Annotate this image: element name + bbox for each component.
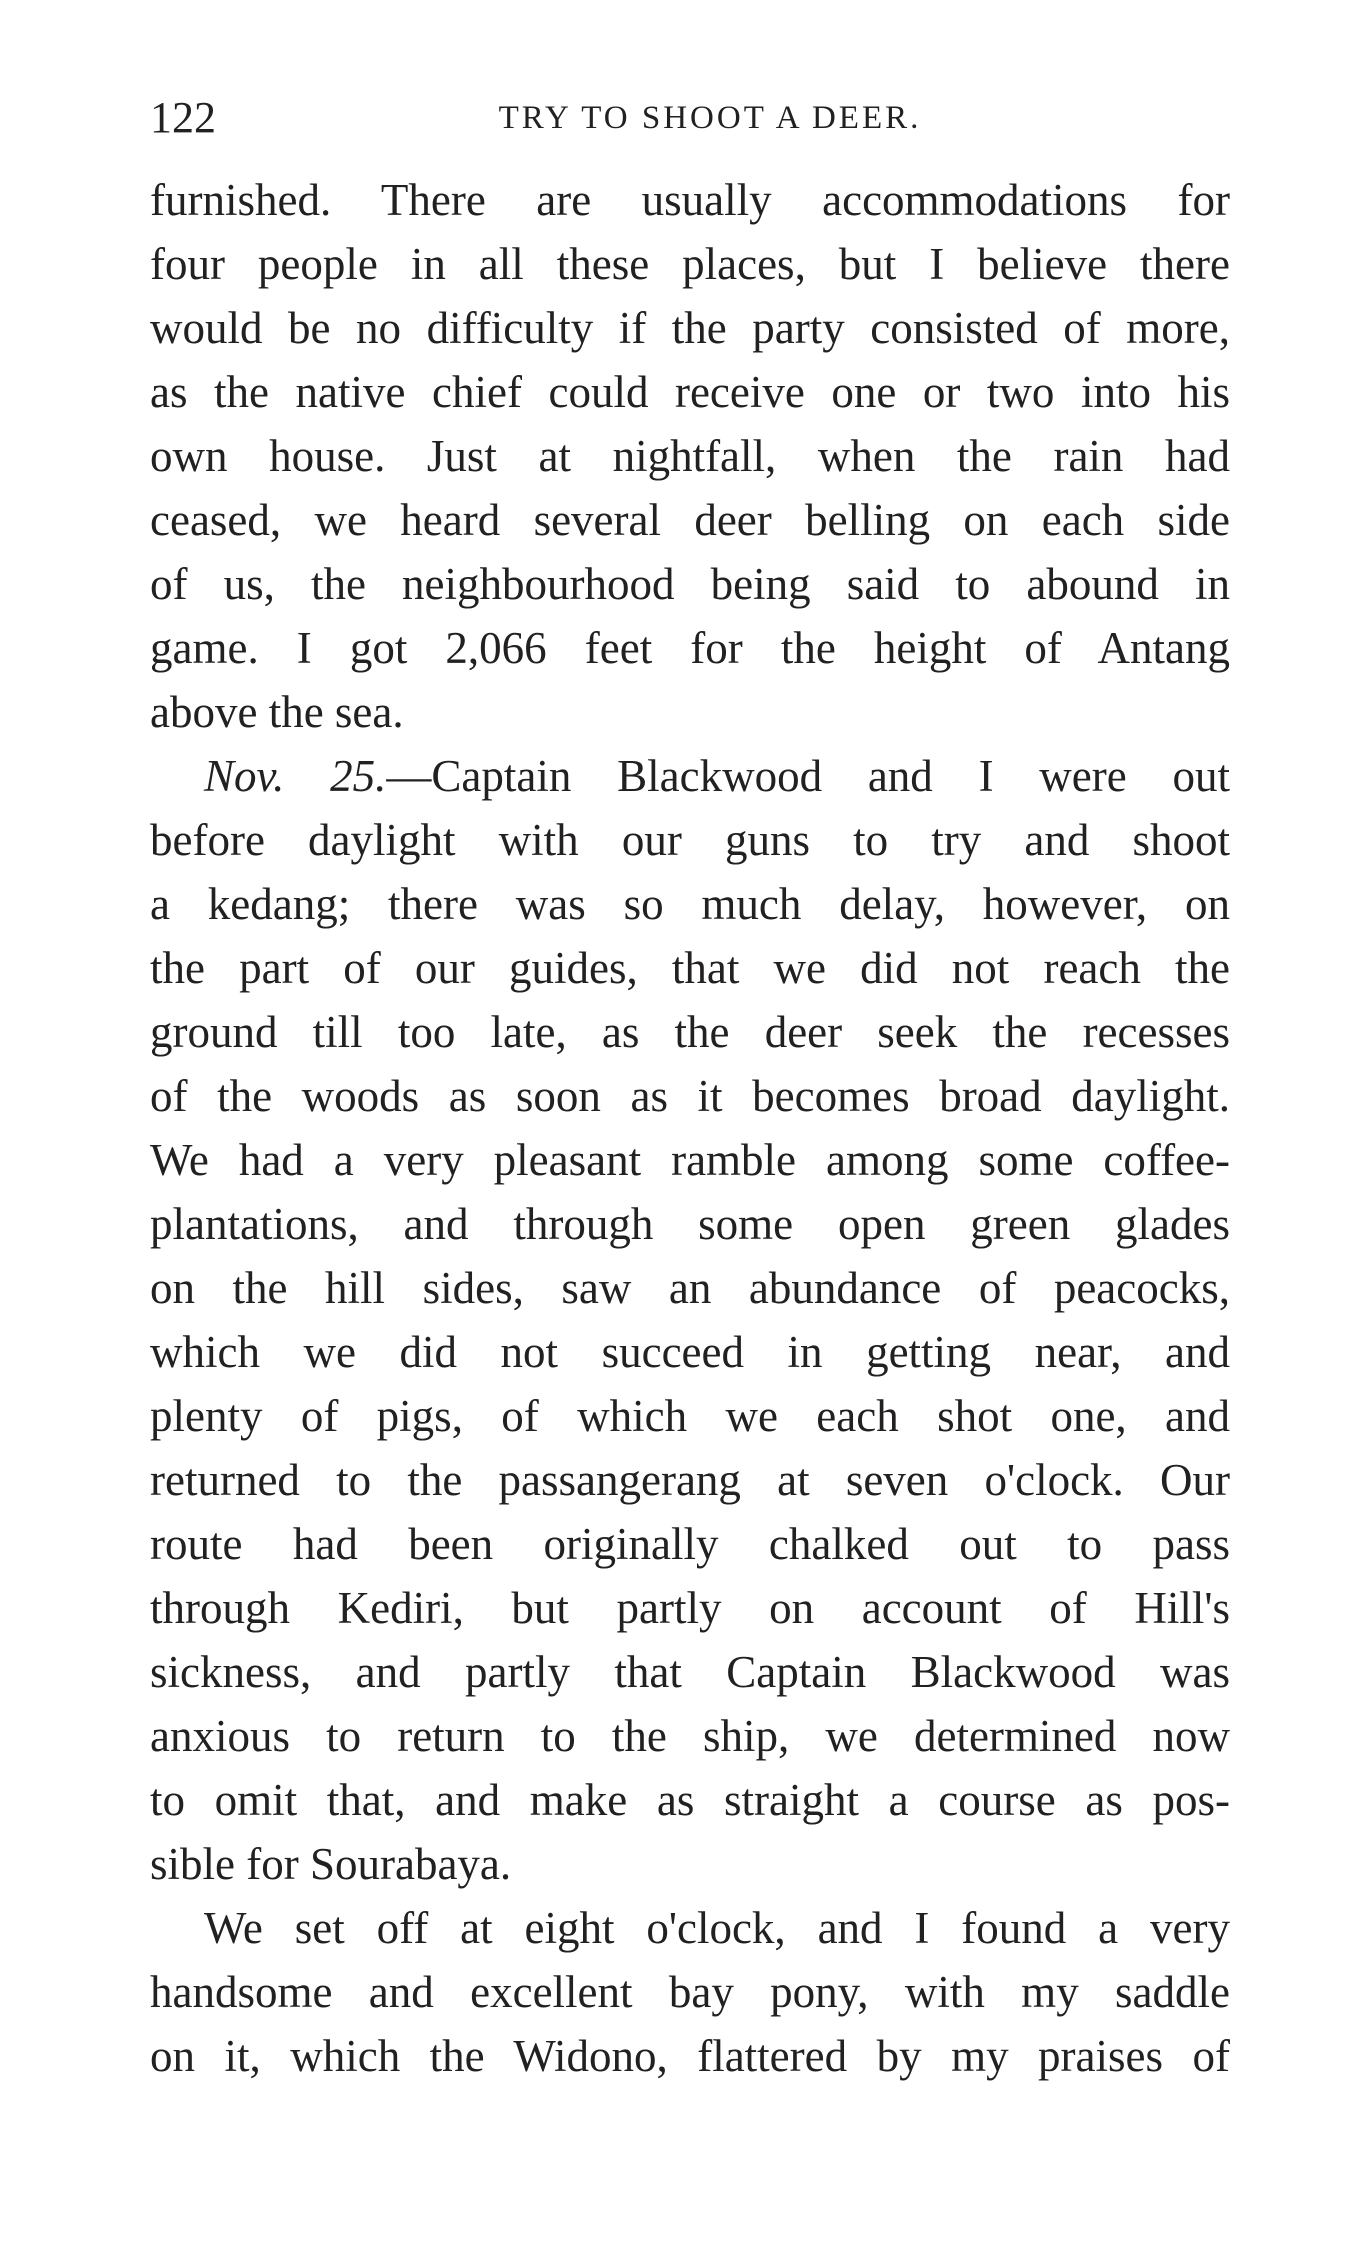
text-line: would be no difficulty if the party consisted of more, [150, 303, 1230, 353]
text-line: furnished. There are usually accommodations for [150, 175, 1230, 225]
page-header [150, 88, 1230, 148]
text-line: returned to the passangerang at seven o'clock. Our [150, 1455, 1230, 1505]
text-line: of us, the neighbourhood being said to abound in [150, 559, 1230, 609]
text-line: route had been originally chalked out to pass [150, 1519, 1230, 1569]
text-line: a kedang; there was so much delay, however, on [150, 879, 1230, 929]
paragraph-start-line: We set off at eight o'clock, and I found a very [204, 1903, 1230, 1953]
text-line: sickness, and partly that Captain Blackwood was [150, 1647, 1230, 1697]
text-line: We had a very pleasant ramble among some coffee- [150, 1135, 1230, 1185]
text-line: handsome and excellent bay pony, with my saddle [150, 1967, 1230, 2017]
text-line-rest: —Captain Blackwood and I were out [386, 751, 1230, 801]
text-line: to omit that, and make as straight a course as pos- [150, 1775, 1230, 1825]
text-line: the part of our guides, that we did not reach the [150, 943, 1230, 993]
text-line: before daylight with our guns to try and shoot [150, 815, 1230, 865]
text-line: of the woods as soon as it becomes broad daylight. [150, 1071, 1230, 1121]
paragraph-start-line [150, 744, 1230, 808]
text-line: as the native chief could receive one or two into his [150, 367, 1230, 417]
text-line: plantations, and through some open green glades [150, 1199, 1230, 1249]
body-text [150, 168, 1230, 2088]
text-line: on it, which the Widono, flattered by my praises of [150, 2031, 1230, 2081]
text-line: on the hill sides, saw an abundance of peacocks, [150, 1263, 1230, 1313]
text-line: above the sea. [150, 687, 404, 737]
page-number: 122 [150, 93, 216, 142]
text-line: anxious to return to the ship, we determined now [150, 1711, 1230, 1761]
text-line: through Kediri, but partly on account of Hill's [150, 1583, 1230, 1633]
text-line: plenty of pigs, of which we each shot one, and [150, 1391, 1230, 1441]
text-line: ceased, we heard several deer belling on each side [150, 495, 1230, 545]
date-label: Nov. 25. [204, 751, 387, 801]
text-line: own house. Just at nightfall, when the rain had [150, 431, 1230, 481]
text-line: ground till too late, as the deer seek the recesses [150, 1007, 1230, 1057]
running-head: TRY TO SHOOT A DEER. [498, 100, 922, 136]
text-line: which we did not succeed in getting near, and [150, 1327, 1230, 1377]
text-line: game. I got 2,066 feet for the height of Antang [150, 623, 1230, 673]
text-line: four people in all these places, but I believe there [150, 239, 1230, 289]
text-line: sible for Sourabaya. [150, 1839, 512, 1889]
